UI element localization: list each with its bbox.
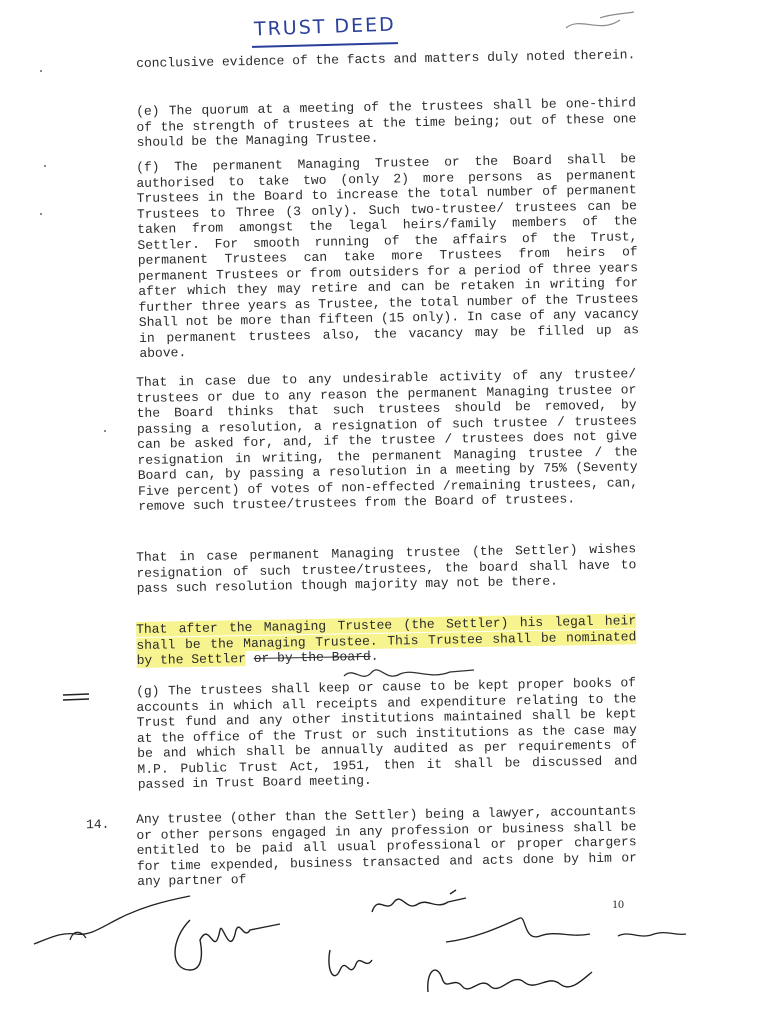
margin-equals-mark	[62, 692, 90, 702]
paragraph-highlighted	[136, 613, 637, 668]
paragraph-intro: conclusive evidence of the facts and matters duly noted therein.	[136, 47, 636, 71]
clause-14-number: 14.	[85, 816, 110, 833]
signature-5	[440, 912, 690, 952]
paragraph-g: (g) The trustees shall keep or cause to be kept proper books of accounts in which all receipts and expenditure relating to the Trust fund and any other institutions maintained shall be kept at the office of the Trust or such institutions as the case may be and which shall be annually audited as per requirements of M.P. Public Trust Act, 1951, then it shall be discussed and passed in Trust Board meeting.	[136, 675, 638, 792]
signature-4	[320, 940, 380, 990]
corner-scribble	[560, 8, 640, 38]
scan-speck	[40, 70, 42, 72]
scan-speck	[40, 213, 42, 215]
handwritten-title: TRUST DEED	[253, 13, 397, 41]
title-underline	[252, 42, 398, 48]
paragraph-f: (f) The permanent Managing Trustee or the Board shall be authorised to take two (only 2) more persons as permanent Trustees in the Board to increase the total number of permanent Trustees to Three (3 only). Such two-trustee/ trustees can be taken from amongst the legal heirs/family members of the Settler. For smooth running of the affairs of the Trust, permanent Trustees can take more Trustees from heirs of permanent Trustees or from outsiders for a period of three years after which they may retire and can be retaken in writing for further three years as Trustee, the total number of the Trustees Shall not be more than fifteen (15 only). In case of any vacancy in permanent trustees also, the vacancy may be filled up as above.	[136, 151, 640, 361]
scan-speck	[104, 430, 106, 432]
paragraph-resignation: That in case permanent Managing trustee (the Settler) wishes resignation of such trustee/trustees, the board shall have to pass such resolution though majority may not be there.	[136, 541, 637, 596]
page-number: 10	[612, 897, 624, 911]
highlight-period: .	[370, 648, 379, 664]
scan-speck	[44, 165, 46, 167]
clause-14: Any trustee (other than the Settler) being a lawyer, accountants or other persons engaged in any profession or business shall be entitled to be paid all usual professional or proper chargers for time expended, business transacted and acts done by him or any partner of	[136, 803, 637, 889]
paragraph-e: (e) The quorum at a meeting of the trustees shall be one-third of the strength of trustees at the time being; out of these one should be the Managing Trustee.	[136, 95, 637, 150]
paragraph-removal: That in case due to any undesirable activity of any trustee/ trustees or due to any reason the permanent Managing trustee or the Board thinks that such trustees should be removed, by passing a resolution, a resignation of such trustee / trustees can be asked for, and, if the trustee / trustees does not give resignation in writing, the permanent Managing trustee / the Board can, by passing a resolution in a meeting by 75% (Seventy Five percent) of votes of non-effected /remaining trustees, can, remove such trustee/trustees from the Board of trustees.	[136, 366, 639, 514]
signature-6	[420, 952, 600, 1012]
highlighted-text: That after the Managing Trustee (the Settler) his legal heir shall be the Managing Trustee. This Trustee shall be nominated by the Settler	[136, 613, 637, 668]
struck-text: or by the Board	[253, 648, 371, 666]
signature-2	[160, 900, 290, 990]
